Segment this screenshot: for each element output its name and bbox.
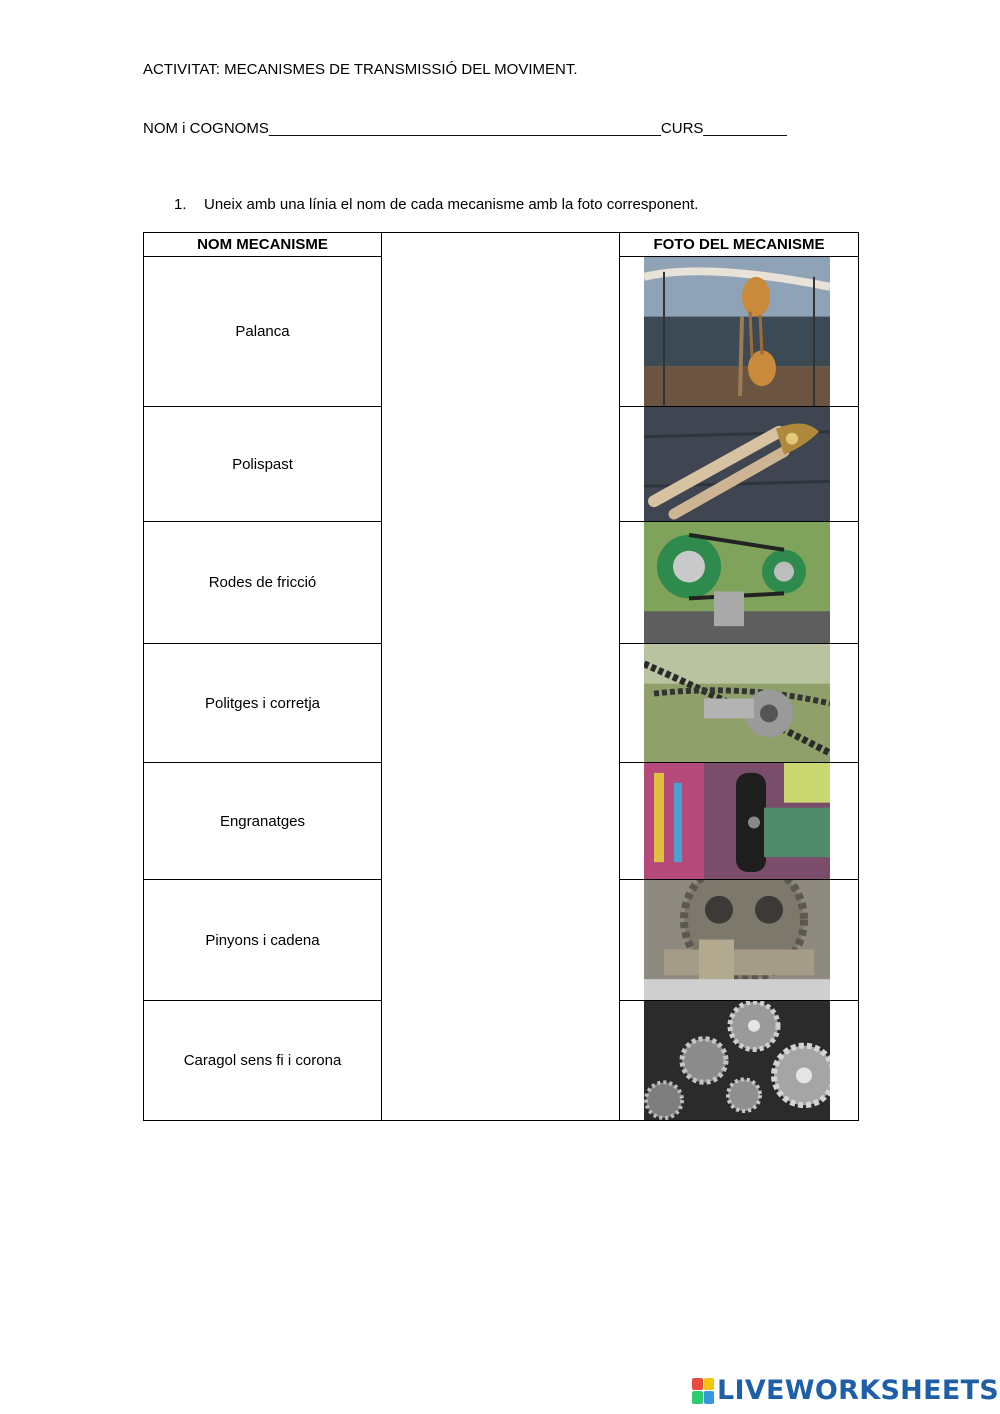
page-title: ACTIVITAT: MECANISMES DE TRANSMISSIÓ DEL MOVIMENT.: [143, 61, 578, 78]
worm-gear-photo[interactable]: [644, 880, 830, 1000]
instruction: [174, 196, 698, 213]
mechanism-photo-cell[interactable]: [620, 407, 859, 522]
instruction-number: 1.: [174, 196, 187, 213]
mechanism-name[interactable]: Polispast: [144, 407, 382, 522]
name-course-line: NOM i COGNOMS_______________________________________________CURS__________: [143, 120, 787, 137]
belt-pulley-photo[interactable]: [644, 522, 830, 643]
pulley-block-photo[interactable]: [644, 257, 830, 406]
mechanism-photo-cell[interactable]: [620, 522, 859, 644]
mechanism-photo-cell[interactable]: [620, 644, 859, 763]
mechanism-table: [143, 232, 859, 1121]
col-header-name: NOM MECANISME: [144, 233, 382, 257]
mechanism-name[interactable]: Caragol sens fi i corona: [144, 1001, 382, 1121]
logo-text: LIVEWORKSHEETS: [717, 1375, 1000, 1406]
chain-sprocket-photo[interactable]: [644, 644, 830, 762]
mechanism-name[interactable]: Pinyons i cadena: [144, 880, 382, 1001]
logo-mark-icon: [692, 1378, 714, 1404]
mechanism-name[interactable]: Rodes de fricció: [144, 522, 382, 644]
friction-wheel-photo[interactable]: [644, 763, 830, 879]
mechanism-name[interactable]: Engranatges: [144, 763, 382, 880]
liveworksheets-logo[interactable]: [692, 1375, 999, 1406]
mechanism-photo-cell[interactable]: [620, 763, 859, 880]
mechanism-photo-cell[interactable]: [620, 257, 859, 407]
mechanism-photo-cell[interactable]: [620, 1001, 859, 1121]
table-header-row: [144, 233, 859, 257]
gears-photo[interactable]: [644, 1001, 830, 1120]
instruction-text: Uneix amb una línia el nom de cada mecanisme amb la foto corresponent.: [204, 196, 699, 213]
mechanism-photo-cell[interactable]: [620, 880, 859, 1001]
col-header-photo: FOTO DEL MECANISME: [620, 233, 859, 257]
mechanism-name[interactable]: Palanca: [144, 257, 382, 407]
mechanism-name[interactable]: Politges i corretja: [144, 644, 382, 763]
matching-area[interactable]: [382, 233, 620, 1121]
nutcracker-lever-photo[interactable]: [644, 407, 830, 521]
